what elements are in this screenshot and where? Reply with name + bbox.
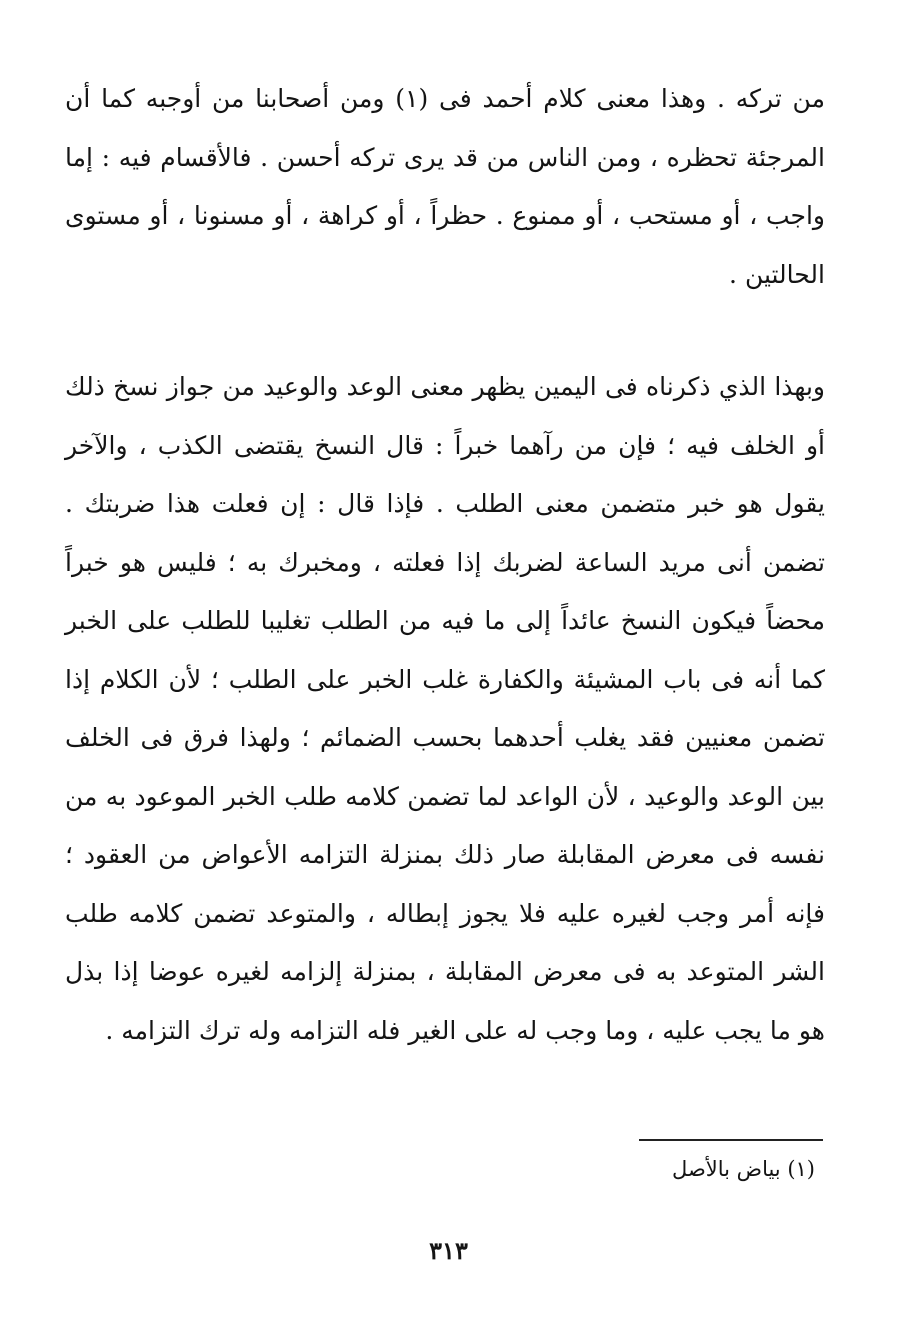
page-number: ٣١٣ xyxy=(429,1236,468,1265)
paragraph-2: وبهذا الذي ذكرناه فى اليمين يظهر معنى الوعد والوعيد من جواز نسخ ذلك أو الخلف فيه ؛ فإن من رآهما خبراً : قال النسخ يقتضى الكذب ، والآخر يقول هو خبر متضمن معنى الطلب . فإذا قال : إن فعلت هذا ضربتك . تضمن أنى مريد الساعة لضربك إذا فعلته ، ومخبرك به ؛ فليس هو خبراً محضاً فيكون النسخ عائداً إلى ما فيه من الطلب تغليبا للطلب على الخبر كما أنه فى باب المشيئة والكفارة غلب الخبر على الطلب ؛ لأن الكلام إذا تضمن معنيين فقد يغلب أحدهما بحسب الضمائم ؛ ولهذا فرق فى الخلف بين الوعد والوعيد ، لأن الواعد لما تضمن كلامه طلب الخبر الموعود به من نفسه فى معرض المقابلة صار ذلك بمنزلة التزامه الأعواض من العقود ؛ فإنه أمر وجب لغيره عليه فلا يجوز إبطاله ، والمتوعد تضمن كلامه طلب الشر المتوعد به فى معرض المقابلة ، بمنزلة إلزامه لغيره عوضا إذا بذل هو ما يجب عليه ، وما وجب له على الغير فله التزامه وله ترك التزامه . xyxy=(65,372,826,1045)
footnote: (١) بياض بالأصل xyxy=(672,1157,815,1181)
paragraph-1: من تركه . وهذا معنى كلام أحمد فى (١) ومن أصحابنا من أوجبه كما أن المرجئة تحظره ، ومن الناس من قد يرى تركه أحسن . فالأقسام فيه : إما واجب ، أو مستحب ، أو ممنوع . حظراً ، أو كراهة ، أو مسنونا ، أو مستوى الحالتين . xyxy=(65,84,825,289)
footnote-divider xyxy=(639,1139,823,1141)
